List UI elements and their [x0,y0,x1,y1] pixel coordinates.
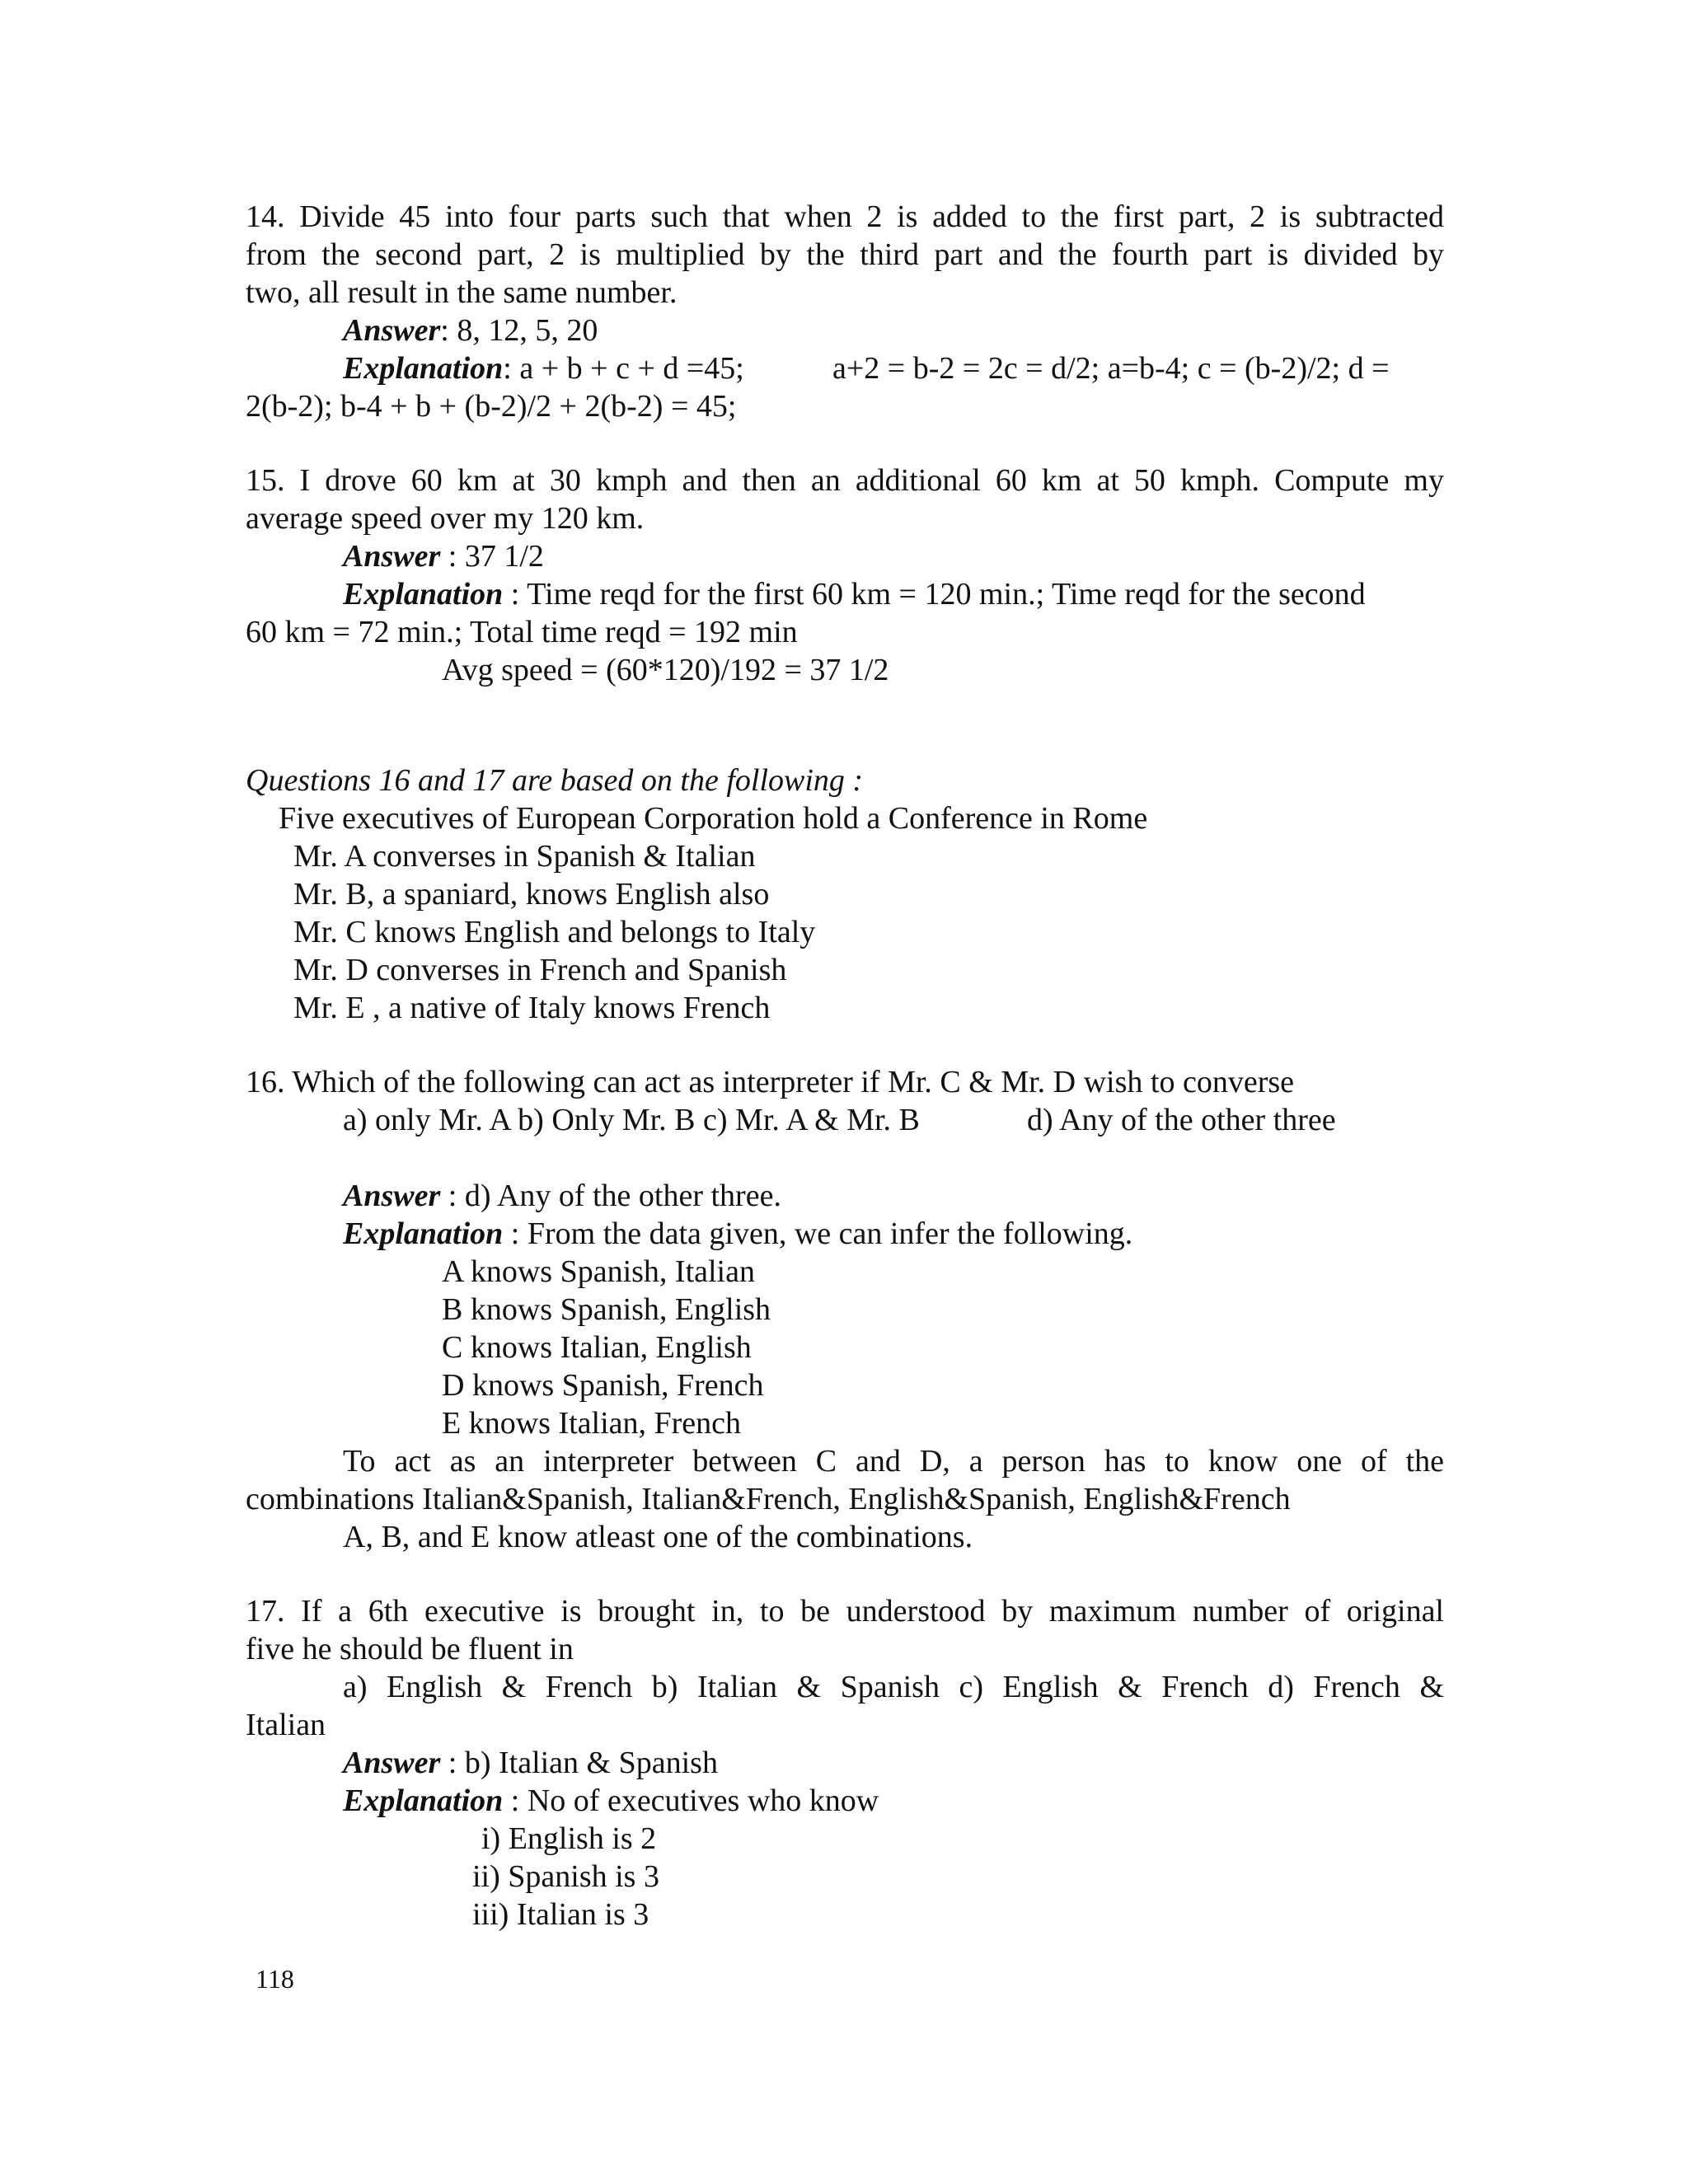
q14-line-2: from the second part, 2 is multiplied by the third part and the fourth part is divided by [246,237,1444,272]
context-item: Mr. C knows English and belongs to Italy [293,915,816,949]
answer-label: Answer [343,313,441,348]
explanation-label: Explanation [343,1216,504,1251]
context-item: Mr. D converses in French and Spanish [293,953,787,987]
q17-options-line-2: Italian [246,1708,326,1742]
q16-paragraph-line-2: combinations Italian&Spanish, Italian&French, English&Spanish, English&French [246,1482,1291,1516]
context-heading: Questions 16 and 17 are based on the following : [246,763,864,798]
answer-text: : d) Any of the other three. [440,1179,781,1213]
q16-paragraph-line-1: To act as an interpreter between C and D, a person has to know one of the [343,1444,1444,1479]
explanation-label: Explanation [343,351,504,386]
q16-inference: A knows Spanish, Italian [442,1254,755,1289]
q16-options: a) only Mr. A b) Only Mr. B c) Mr. A & Mr. B [343,1103,920,1137]
context-item: Mr. A converses in Spanish & Italian [293,839,756,874]
q15-line-2: average speed over my 120 km. [246,501,645,536]
explanation-label: Explanation [343,577,504,612]
q16-option-d: d) Any of the other three [1027,1103,1336,1137]
q16-inference: B knows Spanish, English [442,1292,771,1327]
answer-text: : b) Italian & Spanish [440,1746,718,1780]
explanation-text: : From the data given, we can infer the following. [503,1216,1133,1251]
q14-explanation-equations: a+2 = b-2 = 2c = d/2; a=b-4; c = (b-2)/2; d = [832,351,1390,386]
q15-answer [343,537,544,575]
q17-count: ii) Spanish is 3 [472,1859,659,1894]
q17-count: iii) Italian is 3 [472,1897,649,1932]
q17-answer [343,1744,718,1782]
explanation-label: Explanation [343,1783,504,1818]
q15-explanation-line-2: 60 km = 72 min.; Total time reqd = 192 min [246,615,798,649]
explanation-text: : No of executives who know [503,1783,879,1818]
q14-line-1: 14. Divide 45 into four parts such that when 2 is added to the first part, 2 is subtracted [246,199,1444,234]
q15-line-1: 15. I drove 60 km at 30 kmph and then an additional 60 km at 50 kmph. Compute my [246,463,1444,498]
q17-options: a) English & French b) Italian & Spanish c) English & French d) French & [343,1670,1444,1704]
context-item: Mr. E , a native of Italy knows French [293,991,771,1025]
context-intro: Five executives of European Corporation hold a Conference in Rome [279,801,1148,836]
answer-text: : 37 1/2 [440,539,544,574]
q16-explanation [343,1215,1132,1253]
q15-explanation [343,575,1366,613]
answer-text: : 8, 12, 5, 20 [440,313,598,348]
q16-inference: D knows Spanish, French [442,1368,764,1403]
q16-inference: C knows Italian, English [442,1330,752,1365]
q15-explanation-line-3: Avg speed = (60*120)/192 = 37 1/2 [442,653,889,687]
answer-label: Answer [343,1746,441,1780]
explanation-text: : Time reqd for the first 60 km = 120 min.; Time reqd for the second [503,577,1366,612]
q17-count: i) English is 2 [481,1821,657,1856]
q16-question: 16. Which of the following can act as interpreter if Mr. C & Mr. D wish to converse [246,1065,1294,1099]
q16-answer [343,1177,781,1215]
q17-line-1: 17. If a 6th executive is brought in, to be understood by maximum number of original [246,1594,1444,1629]
q16-inference: E knows Italian, French [442,1406,742,1441]
answer-label: Answer [343,1179,441,1213]
q14-line-3: two, all result in the same number. [246,275,678,310]
q17-line-2: five he should be fluent in [246,1632,574,1666]
explanation-text: : a + b + c + d =45; [503,351,744,386]
answer-label: Answer [343,539,441,574]
context-item: Mr. B, a spaniard, knows English also [293,877,770,912]
page-number: 118 [256,1964,294,1994]
q14-answer [343,312,598,349]
q17-explanation [343,1782,879,1820]
q14-explanation-line-2: 2(b-2); b-4 + b + (b-2)/2 + 2(b-2) = 45; [246,389,737,424]
q16-paragraph-line-3: A, B, and E know atleast one of the combinations. [343,1520,973,1554]
q14-explanation [343,349,744,387]
